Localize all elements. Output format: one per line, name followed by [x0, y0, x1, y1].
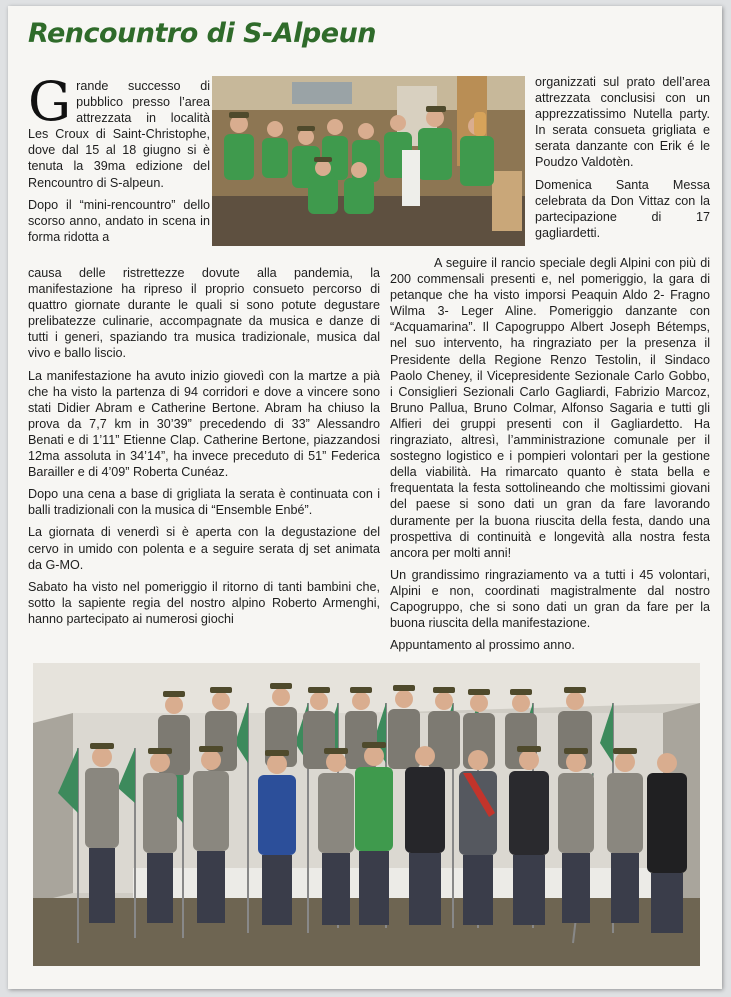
paragraph-grigliata: Dopo una cena a base di grigliata la serata è continuata con i balli tradizionali con la musica di “Ensemble Enbé”. — [28, 487, 380, 518]
volunteers-photo-illustration — [212, 76, 525, 246]
paragraph-domenica: Domenica Santa Messa celebrata da Don Vittaz con la partecipazione di 17 gagliardetti. — [535, 177, 710, 240]
column-left-narrow — [28, 70, 210, 251]
paragraph-rancio: A seguire il rancio speciale degli Alpini con più di 200 commensali presenti e, nel pomeriggio, la gara di petanque che ha visto imporsi Peaquin Aldo 2- Fragno Wilma 3- Leger Aline. Pomeriggio danzante con “Acquamarina”. Il Capogruppo Albert Joseph Bétemps, nel suo intervento, ha ringraziato per la presenza il Presidente della Regione Renzo Testolin, il Sindaco Paolo Cheney, il Vicepresidente Sezionale Carlo Gobbo, i Consiglieri Sezionali Carlo Gagliardi, Fabrizio Marcoz, Bruno Pallua, Bruno Colmar, Alfonso Sagaria e tutti gli Alfieri dei gruppi presenti con il Gagliardetto. Ha ringraziato, altresì, l’amministrazione comunale per il sostegno logistico e i pompieri volontari per la gestione della viabilità. Ha rimarcato quanto è stata bella e frequentata la festa sottolineando che moltissimi giovani del paese si sono dati un gran da fare lavorando duramente per la buona riuscita della festa, dando una prospettiva di continuità e longevità alla nostra festa ancora per molti anni! — [390, 256, 710, 560]
paragraph-giochi: organizzati sul prato dell’area attrezzata conclusisi con un apprezzatissimo Nutella party. In serata consueta grigliata e serata danzante con Erik é le Poudzo Valdotèn. — [535, 75, 710, 170]
alpini-group-photo-illustration — [33, 663, 700, 966]
photo-alpini-group — [33, 663, 700, 966]
drop-cap: G — [28, 70, 72, 133]
paragraph-martze-a-pia: La manifestazione ha avuto inizio giovedì con la martze a pià che ha visto la partenza di 94 corridori e dove a vincere sono stati Didier Abram e Catherine Bertone. Abram ha chiuso la prova da 7,7 km in 30’39” precedendo di 33” Alessandro Benati e di 1’11” Etienne Clap. Catherine Bertone, piazzandosi 12ma assoluta in 34’14”, ha invece preceduto di 51” Federica Barailler e di 4’09” Roberta Cunéaz. — [28, 368, 380, 480]
paragraph-mini-rencountro-start: Dopo il “mini-rencountro” dello scorso anno, andato in scena in forma ridotta a — [28, 197, 210, 244]
column-right-narrow — [535, 74, 710, 247]
article-title: Rencountro di S-Alpeun — [28, 18, 377, 49]
paragraph-ringraziamento: Un grandissimo ringraziamento va a tutti i 45 volontari, Alpini e non, coordinati magistralmente dal nostro Capogruppo, che si sono dati un gran da fare per la buona riuscita della manifestazione. — [390, 567, 710, 631]
photo-volunteers-kitchen — [212, 76, 525, 246]
paragraph-mini-rencountro-end: causa delle ristrettezze dovute alla pandemia, la manifestazione ha ripreso il proprio consueto percorso di quattro giornate durante le quali si sono potute degustare prelibatezze culinarie, accompagnate da musica e danze di tutti i generi, spaziando tra musica tradizionale, musica dal vivo e ballo liscio. — [28, 266, 380, 361]
paragraph-venerdi: La giornata di venerdì si è aperta con la degustazione del cervo in umido con polenta e a seguire serata dj set animata da G-MO. — [28, 525, 380, 572]
paragraph-intro-text: rande successo di pubblico presso l’area attrezzata in località Les Croux di Saint-Christophe, dove dal 15 al 18 giugno si è tenuta la 39ma edizione del Rencountro di S-alpeun. — [28, 79, 210, 190]
paragraph-intro — [28, 70, 210, 191]
paragraph-appuntamento: Appuntamento al prossimo anno. — [390, 638, 575, 653]
column-right — [390, 255, 710, 659]
column-left — [28, 265, 380, 633]
paragraph-sabato: Sabato ha visto nel pomeriggio il ritorno di tanti bambini che, sotto la sapiente regia del nostro alpino Roberto Armenghi, hanno partecipato ai numerosi giochi — [28, 579, 380, 626]
magazine-page — [8, 6, 722, 989]
